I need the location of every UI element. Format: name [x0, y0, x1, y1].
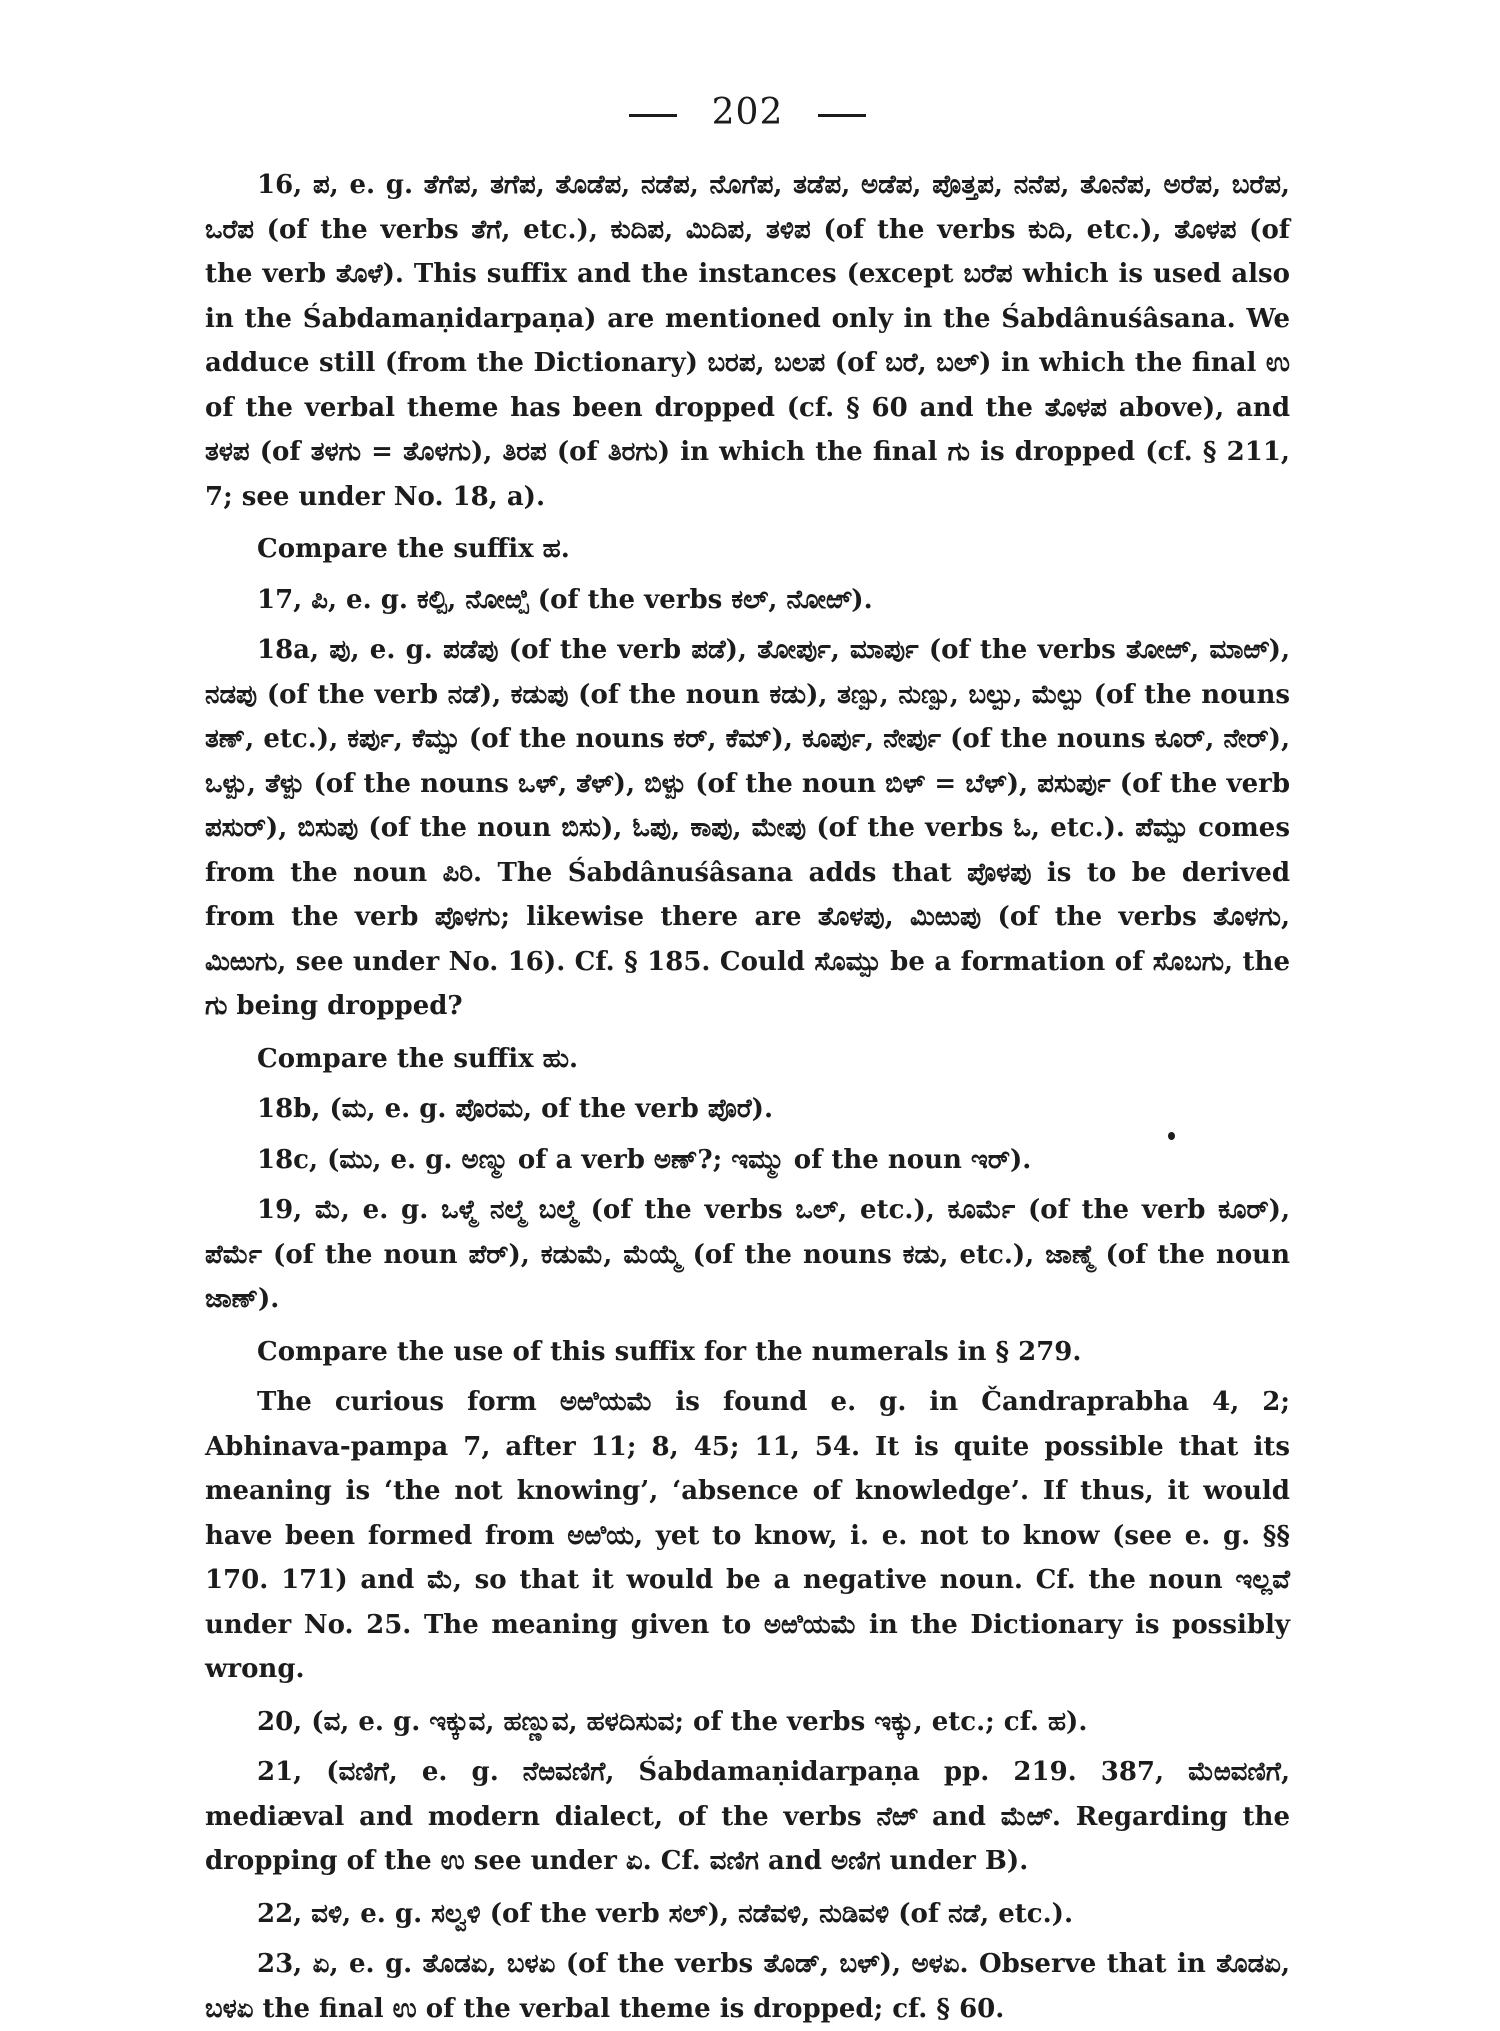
- paragraph-23: 23, ಏ, e. g. ತೊಡಏ, ಬಳಏ (of the verbs ತೊಡ್, ಬಳ್), ಅಳಏ. Observe that in ತೊಡಏ, ಬಳಏ the final ಉ of the verbal theme is dropped; cf. § 60.: [205, 1949, 1290, 2024]
- paragraph-19: 19, ಮೆ, e. g. ಒಳ್ಮೆ ನಲ್ಮೆ ಬಲ್ಮೆ (of the verbs ಒಲ್, etc.), ಕೂರ್ಮೆ (of the verb ಕೂರ್), ಪೆರ್ಮೆ (of the noun ಪೆರ್), ಕಡುಮೆ, ಮೆಯ್ಮೆ (of the nouns ಕಡು, etc.), ಜಾಣ್ಮೆ (of the noun ಜಾಣ್).: [205, 1195, 1290, 1314]
- dash-right: [818, 114, 866, 117]
- paragraph-compare-hu: Compare the suffix ಹು.: [257, 1043, 579, 1074]
- paragraph-18c: 18c, (ಮು, e. g. ಅಣ್ಮು of a verb ಅಣ್?; ಇಮ್ಮು of the noun ಇರ್).: [257, 1144, 1032, 1175]
- paragraph-compare-numerals: Compare the use of this suffix for the numerals in § 279.: [257, 1336, 1082, 1367]
- ink-dot: [1168, 1132, 1175, 1140]
- page-header: [205, 92, 1290, 133]
- paragraph-18b: 18b, (ಮ, e. g. ಪೊರಮ, of the verb ಪೊರೆ).: [257, 1094, 774, 1124]
- paragraph-16: 16, ಪ, e. g. ತೆಗೆಪ, ತಗೆಪ, ತೊಡೆಪ, ನಡೆಪ, ನೊಗೆಪ, ತಡೆಪ, ಅಡೆಪ, ಪೊತ್ತಪ, ನನೆಪ, ತೊನೆಪ, ಅರೆಪ, ಬರೆಪ, ಒರೆಪ (of the verbs ತೆಗೆ, etc.), ಕುದಿಪ, ಮಿದಿಪ, ತಳಿಪ (of the verbs ಕುದಿ, etc.), ತೊಳಪ (of the verb ತೊಳೆ). This suffix and the instances (except ಬರೆಪ which is used also in the Śabdamaṇidarpaṇa) are mentioned only in the Śabdânuśâsana. We adduce still (from the Dictionary) ಬರಪ, ಬಲಪ (of ಬರೆ, ಬಲ್) in which the final ಉ of the verbal theme has been dropped (cf. § 60 and the ತೊಳಪ above), and ತಳಪ (of ತಳಗು = ತೊಳಗು), ತಿರಪ (of ತಿರಗು) in which the final ಗು is dropped (cf. § 211, 7; see under No. 18, a).: [205, 170, 1290, 512]
- paragraph-20: 20, (ವ, e. g. ಇಕ್ಕುವ, ಹಣ್ಣುವ, ಹಳದಿಸುವ; of the verbs ಇಕ್ಕು, etc.; cf. ಹ).: [257, 1706, 1088, 1737]
- paragraph-compare-ha: Compare the suffix ಹ.: [257, 534, 570, 564]
- dash-left: [629, 114, 677, 117]
- paragraph-22: 22, ವಳಿ, e. g. ಸಲ್ವಳಿ (of the verb ಸಲ್), ನಡೆವಳಿ, ನುಡಿವಳಿ (of ನಡೆ, etc.).: [257, 1898, 1074, 1929]
- page-number: 202: [711, 92, 784, 133]
- paragraph-17: 17, ಪಿ, e. g. ಕಲ್ಪಿ, ನೋಱ್ಪಿ (of the verbs ಕಲ್, ನೋಱ್).: [257, 584, 873, 615]
- paragraph-21: 21, (ವಣಿಗೆ, e. g. ನೆಱವಣಿಗೆ, Śabdamaṇidarpaṇa pp. 219. 387, ಮೆಱವಣಿಗೆ, mediæval and modern dialect, of the verbs ನೆಱ್ and ಮೆಱ್. Regarding the dropping of the ಉ see under ಏ. Cf. ವಣಿಗ and ಅಣಿಗ under B).: [205, 1757, 1290, 1876]
- paragraph-curious-form: The curious form ಅಱಿಯಮೆ is found e. g. in Čandraprabha 4, 2; Abhinava-pampa 7, after 11; 8, 45; 11, 54. It is quite possible that its meaning is ‘the not knowing’, ‘absence of knowledge’. If thus, it would have been formed from ಅಱಿಯ, yet to know, i. e. not to know (see e. g. §§ 170. 171) and ಮೆ, so that it would be a negative noun. Cf. the noun ಇಲ್ಲವೆ under No. 25. The meaning given to ಅಱಿಯಮೆ in the Dictionary is possibly wrong.: [205, 1387, 1290, 1684]
- paragraph-18a: 18a, ಪು, e. g. ಪಡೆಪು (of the verb ಪಡೆ), ತೋರ್ಪು, ಮಾರ್ಪು (of the verbs ತೋಱ್, ಮಾಱ್), ನಡಪು (of the verb ನಡೆ), ಕಡುಪು (of the noun ಕಡು), ತಣ್ಪು, ನುಣ್ಪು, ಬಲ್ಪು, ಮೆಲ್ಪು (of the nouns ತಣ್, etc.), ಕರ್ಪು, ಕೆಮ್ಪು (of the nouns ಕರ್, ಕೆಮ್), ಕೂರ್ಪು, ನೇರ್ಪು (of the nouns ಕೂರ್, ನೇರ್), ಒಳ್ಪು, ತೆಳ್ಪು (of the nouns ಒಳ್, ತೆಳ್), ಬಿಳ್ಪು (of the noun ಬಿಳ್ = ಬೆಳ್), ಪಸುರ್ಪು (of the verb ಪಸುರ್), ಬಿಸುಪು (of the noun ಬಿಸು), ಓಪು, ಕಾಪು, ಮೇಪು (of the verbs ಓ, etc.). ಪೆಮ್ಪು comes from the noun ಪಿರಿ. The Śabdânuśâsana adds that ಪೊಳಪು is to be derived from the verb ಪೊಳಗು; likewise there are ತೊಳಪು, ಮಿಱುಪು (of the verbs ತೊಳಗು, ಮಿಱುಗು, see under No. 16). Cf. § 185. Could ಸೊಮ್ಪು be a formation of ಸೊಬಗು, the ಗು being dropped?: [205, 635, 1290, 1021]
